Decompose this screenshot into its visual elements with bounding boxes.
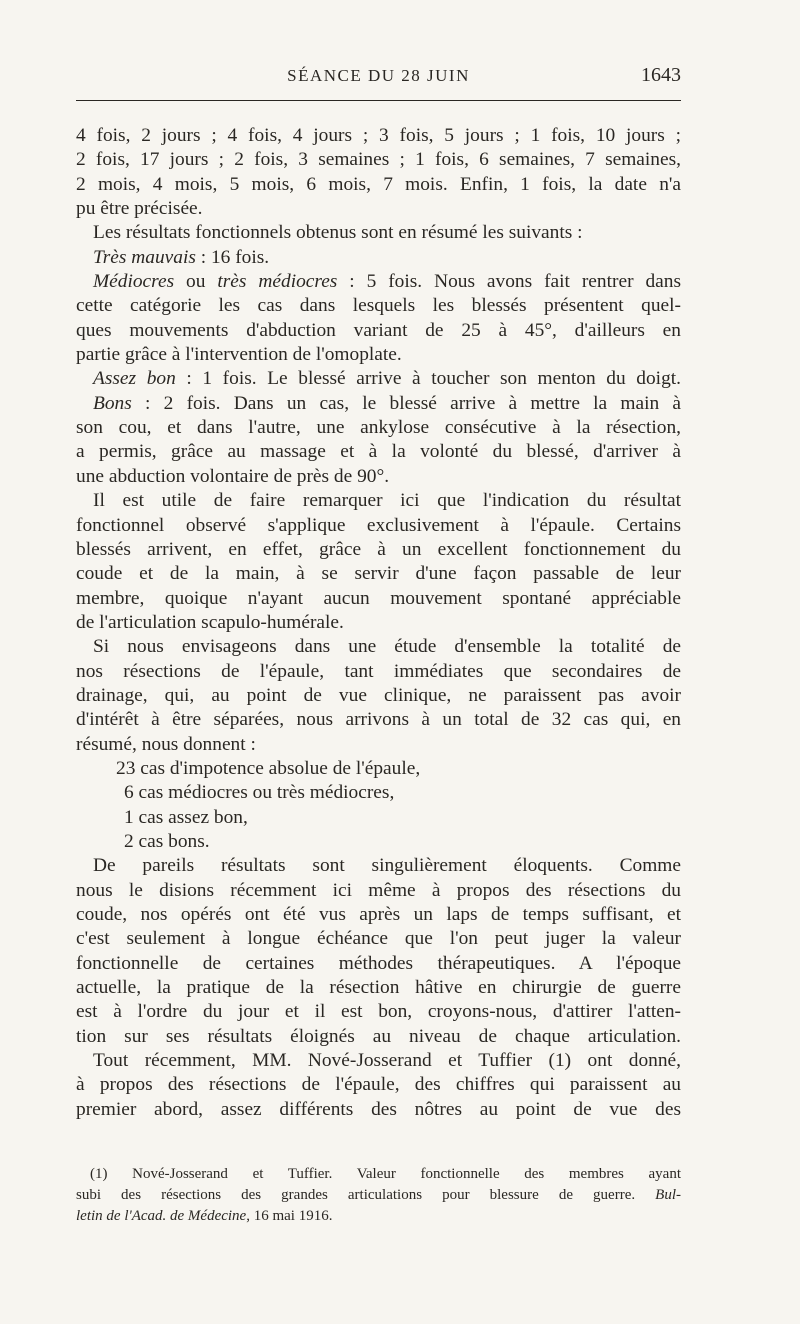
body-line: une abduction volontaire de près de 90°. xyxy=(76,465,390,487)
body-line: Si nous envisageons dans une étude d'ensemble la totalité de xyxy=(93,636,681,658)
body-line: 4 fois, 2 jours ; 4 fois, 4 jours ; 3 fois, 5 jours ; 1 fois, 10 jours ; xyxy=(76,125,681,146)
list-item: 6 cas médiocres ou très médiocres, xyxy=(124,782,395,804)
body-line: Les résultats fonctionnels obtenus sont en résumé les suivants : xyxy=(93,222,583,244)
body-line: pu être précisée. xyxy=(76,198,203,220)
footnote-line: (1) Nové-Josserand et Tuffier. Valeur fonctionnelle des membres ayant xyxy=(90,1166,681,1182)
body-line: de l'articulation scapulo-humérale. xyxy=(76,611,344,633)
body-line: est à l'ordre du jour et il est bon, croyons-nous, d'attirer l'atten- xyxy=(76,1001,681,1023)
body-line: ques mouvements d'abduction variant de 25 à 45°, d'ailleurs en xyxy=(76,319,681,341)
body-line: d'intérêt à être séparées, nous arrivons à un total de 32 cas qui, en xyxy=(76,709,681,731)
body-line: c'est seulement à longue échéance que l'on peut juger la valeur xyxy=(76,928,681,950)
list-item: 1 cas assez bon, xyxy=(124,806,248,828)
body-line: résumé, nous donnent : xyxy=(76,733,256,755)
body-line: coude et de la main, à se servir d'une façon passable de leur xyxy=(76,563,681,585)
list-item: 2 cas bons. xyxy=(124,830,210,852)
footnote xyxy=(76,1164,681,1227)
body-line: son cou, et dans l'autre, une ankylose consécutive à la résection, xyxy=(76,417,681,439)
list-item: 23 cas d'impotence absolue de l'épaule, xyxy=(116,757,421,779)
body-line: Assez bon : 1 fois. Le blessé arrive à toucher son menton du doigt. xyxy=(93,368,681,390)
body-line: premier abord, assez différents des nôtres au point de vue des xyxy=(76,1098,681,1120)
body-line: membre, quoique n'ayant aucun mouvement spontané appréciable xyxy=(76,587,681,609)
body-line: 2 mois, 4 mois, 5 mois, 6 mois, 7 mois. Enfin, 1 fois, la date n'a xyxy=(76,173,681,195)
body-line: nos résections de l'épaule, tant immédiates que secondaires de xyxy=(76,660,681,682)
body-line: Bons : 2 fois. Dans un cas, le blessé arrive à mettre la main à xyxy=(93,392,681,414)
body-line: tion sur ses résultats éloignés au niveau de chaque articulation. xyxy=(76,1025,681,1047)
body-line: De pareils résultats sont singulièrement éloquents. Comme xyxy=(93,855,681,877)
body-line: actuelle, la pratique de la résection hâtive en chirurgie de guerre xyxy=(76,977,681,999)
footnote-line: subi des résections des grandes articulations pour blessure de guerre. Bul- xyxy=(76,1187,681,1203)
body-line: a permis, grâce au massage et à la volonté du blessé, d'arriver à xyxy=(76,441,681,463)
body-line: blessés arrivent, en effet, grâce à un excellent fonctionnement du xyxy=(76,538,681,560)
running-title: SÉANCE DU 28 JUIN xyxy=(287,66,470,85)
body-line: fonctionnel observé s'applique exclusivement à l'épaule. Certains xyxy=(76,514,681,536)
body-line: coude, nos opérés ont été vus après un laps de temps suffisant, et xyxy=(76,904,681,925)
header-rule xyxy=(76,100,681,101)
body-line: nous le disions récemment ici même à propos des résections du xyxy=(76,879,681,901)
body-line: cette catégorie les cas dans lesquels les blessés présentent quel- xyxy=(76,295,681,317)
body-line: Médiocres ou très médiocres : 5 fois. Nous avons fait rentrer dans xyxy=(93,271,681,293)
running-header xyxy=(76,64,681,90)
footnote-line: letin de l'Acad. de Médecine, 16 mai 1916. xyxy=(76,1208,333,1224)
body-line: à propos des résections de l'épaule, des chiffres qui paraissent au xyxy=(76,1074,681,1096)
body-line: drainage, qui, au point de vue clinique, ne paraissent pas avoir xyxy=(76,684,681,706)
body-line: Il est utile de faire remarquer ici que l'indication du résultat xyxy=(93,490,681,512)
body-line: 2 fois, 17 jours ; 2 fois, 3 semaines ; 1 fois, 6 semaines, 7 semaines, xyxy=(76,149,681,171)
body-line: fonctionnelle de certaines méthodes thérapeutiques. A l'époque xyxy=(76,952,681,974)
body-line: Tout récemment, MM. Nové-Josserand et Tuffier (1) ont donné, xyxy=(93,1050,681,1072)
body-line: Très mauvais : 16 fois. xyxy=(93,246,270,268)
body-line: partie grâce à l'intervention de l'omoplate. xyxy=(76,344,402,366)
page-number: 1643 xyxy=(641,64,681,86)
body-text xyxy=(76,124,681,1122)
